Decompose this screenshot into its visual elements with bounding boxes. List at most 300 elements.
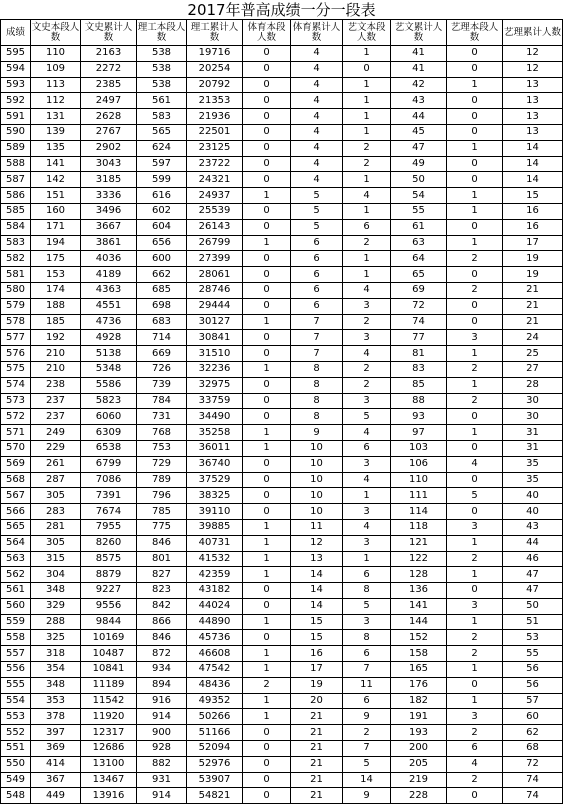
table-cell: 69 [391,282,447,298]
table-cell: 210 [31,346,81,362]
table-cell: 28746 [187,282,243,298]
table-cell: 0 [447,93,503,109]
table-cell: 2 [447,251,503,267]
table-cell: 72 [391,298,447,314]
table-cell: 205 [391,756,447,772]
table-cell: 7 [291,314,343,330]
table-row [1,725,563,741]
table-cell: 11 [291,519,343,535]
table-cell: 0 [243,756,291,772]
table-cell: 97 [391,425,447,441]
table-cell: 106 [391,456,447,472]
table-cell: 753 [137,440,187,456]
score-cell: 582 [1,251,31,267]
table-cell: 4 [291,124,343,140]
table-cell: 54 [391,188,447,204]
table-row [1,440,563,456]
table-cell: 72 [503,756,563,772]
score-cell: 586 [1,188,31,204]
table-cell: 74 [503,788,563,804]
score-cell: 576 [1,346,31,362]
score-cell: 568 [1,472,31,488]
table-cell: 10 [291,504,343,520]
table-cell: 10487 [81,646,137,662]
table-cell: 10841 [81,662,137,678]
table-cell: 52094 [187,741,243,757]
table-cell: 1 [447,203,503,219]
table-cell: 4 [343,519,391,535]
col-header-wenshi-cumulative: 文史累计人数 [81,20,137,46]
col-header-yili-segment: 艺理本段人数 [447,20,503,46]
table-cell: 1 [243,361,291,377]
table-cell: 6 [343,693,391,709]
table-cell: 2 [343,235,391,251]
table-cell: 2 [447,772,503,788]
table-cell: 3 [343,535,391,551]
table-cell: 6 [291,282,343,298]
table-cell: 28061 [187,267,243,283]
table-cell: 0 [243,298,291,314]
table-cell: 40 [503,504,563,520]
table-cell: 6799 [81,456,137,472]
table-cell: 0 [243,346,291,362]
table-cell: 9844 [81,614,137,630]
table-cell: 219 [391,772,447,788]
table-cell: 2385 [81,77,137,93]
table-cell: 0 [243,46,291,62]
table-cell: 68 [503,741,563,757]
table-cell: 4363 [81,282,137,298]
table-cell: 1 [343,46,391,62]
table-row [1,409,563,425]
table-cell: 827 [137,567,187,583]
table-cell: 42359 [187,567,243,583]
table-cell: 14 [503,140,563,156]
table-cell: 141 [391,598,447,614]
table-cell: 176 [391,677,447,693]
table-cell: 14 [291,567,343,583]
score-cell: 590 [1,124,31,140]
table-cell: 538 [137,77,187,93]
table-cell: 35 [503,456,563,472]
table-cell: 51 [503,614,563,630]
table-cell: 4189 [81,267,137,283]
table-row [1,551,563,567]
table-cell: 10 [291,472,343,488]
table-cell: 62 [503,725,563,741]
table-cell: 12 [503,61,563,77]
table-row [1,567,563,583]
table-cell: 175 [31,251,81,267]
table-cell: 739 [137,377,187,393]
table-cell: 685 [137,282,187,298]
table-cell: 139 [31,124,81,140]
table-row [1,788,563,804]
table-cell: 31510 [187,346,243,362]
table-cell: 4 [343,346,391,362]
table-cell: 3 [447,519,503,535]
table-cell: 354 [31,662,81,678]
table-cell: 1 [447,188,503,204]
table-cell: 3 [343,393,391,409]
table-cell: 583 [137,109,187,125]
table-cell: 414 [31,756,81,772]
table-cell: 22501 [187,124,243,140]
table-cell: 2902 [81,140,137,156]
table-cell: 44 [391,109,447,125]
table-cell: 13 [503,124,563,140]
table-cell: 261 [31,456,81,472]
table-cell: 11189 [81,677,137,693]
table-cell: 54821 [187,788,243,804]
table-cell: 0 [447,172,503,188]
score-cell: 589 [1,140,31,156]
table-cell: 144 [391,614,447,630]
table-cell: 50 [391,172,447,188]
table-cell: 16 [503,203,563,219]
table-cell: 0 [243,156,291,172]
table-cell: 538 [137,61,187,77]
table-cell: 118 [391,519,447,535]
score-cell: 587 [1,172,31,188]
table-cell: 8 [291,361,343,377]
table-cell: 228 [391,788,447,804]
table-cell: 10 [291,440,343,456]
table-cell: 9 [291,425,343,441]
table-row [1,598,563,614]
table-cell: 2628 [81,109,137,125]
score-cell: 556 [1,662,31,678]
table-cell: 63 [391,235,447,251]
table-cell: 1 [243,662,291,678]
table-cell: 4736 [81,314,137,330]
col-header-tiyu-cumulative: 体育累计人数 [291,20,343,46]
table-row [1,756,563,772]
table-cell: 74 [503,772,563,788]
table-cell: 1 [343,124,391,140]
table-cell: 3 [447,330,503,346]
col-header-yiwen-cumulative: 艺文累计人数 [391,20,447,46]
table-cell: 0 [447,472,503,488]
table-cell: 2 [343,140,391,156]
table-cell: 31 [503,440,563,456]
table-cell: 152 [391,630,447,646]
score-cell: 585 [1,203,31,219]
header-row [1,20,563,46]
table-cell: 2163 [81,46,137,62]
score-cell: 566 [1,504,31,520]
table-cell: 194 [31,235,81,251]
table-cell: 1 [343,172,391,188]
table-cell: 602 [137,203,187,219]
table-cell: 0 [243,251,291,267]
table-cell: 2 [447,630,503,646]
table-row [1,203,563,219]
table-cell: 1 [447,235,503,251]
table-cell: 12 [291,535,343,551]
table-cell: 0 [447,156,503,172]
table-cell: 6 [291,267,343,283]
table-cell: 0 [243,409,291,425]
table-cell: 31 [503,425,563,441]
score-cell: 595 [1,46,31,62]
table-cell: 4928 [81,330,137,346]
col-header-tiyu-segment: 体育本段人数 [243,20,291,46]
table-cell: 662 [137,267,187,283]
table-cell: 4 [291,93,343,109]
table-cell: 1 [447,567,503,583]
table-cell: 0 [243,630,291,646]
table-cell: 14 [291,583,343,599]
table-cell: 0 [447,677,503,693]
table-cell: 4036 [81,251,137,267]
table-cell: 17 [291,662,343,678]
table-cell: 318 [31,646,81,662]
table-cell: 14 [503,156,563,172]
table-cell: 914 [137,709,187,725]
table-row [1,488,563,504]
table-cell: 928 [137,741,187,757]
table-cell: 5 [291,188,343,204]
table-cell: 44890 [187,614,243,630]
table-cell: 36740 [187,456,243,472]
table-cell: 325 [31,630,81,646]
table-cell: 21 [503,282,563,298]
score-cell: 551 [1,741,31,757]
table-cell: 12686 [81,741,137,757]
table-cell: 1 [447,535,503,551]
table-cell: 13916 [81,788,137,804]
table-cell: 1 [343,93,391,109]
table-cell: 4 [343,472,391,488]
col-header-wenshi-segment: 文史本段人数 [31,20,81,46]
table-cell: 61 [391,219,447,235]
table-cell: 13 [503,77,563,93]
table-cell: 1 [243,440,291,456]
table-cell: 3043 [81,156,137,172]
table-cell: 50266 [187,709,243,725]
table-row [1,219,563,235]
table-cell: 112 [31,93,81,109]
table-cell: 683 [137,314,187,330]
table-cell: 50 [503,598,563,614]
col-header-score: 成绩 [1,20,31,46]
table-row [1,251,563,267]
table-row [1,425,563,441]
table-cell: 2 [243,677,291,693]
table-cell: 24 [503,330,563,346]
table-cell: 165 [391,662,447,678]
table-cell: 11920 [81,709,137,725]
table-cell: 30 [503,409,563,425]
table-cell: 6 [291,251,343,267]
table-cell: 784 [137,393,187,409]
table-row [1,93,563,109]
table-cell: 304 [31,567,81,583]
table-cell: 26799 [187,235,243,251]
table-cell: 6 [343,646,391,662]
table-cell: 6 [291,298,343,314]
table-cell: 0 [447,298,503,314]
table-cell: 600 [137,251,187,267]
table-cell: 0 [447,61,503,77]
table-cell: 0 [447,314,503,330]
table-cell: 5823 [81,393,137,409]
table-cell: 1 [243,646,291,662]
table-row [1,361,563,377]
table-cell: 934 [137,662,187,678]
table-row [1,662,563,678]
table-row [1,583,563,599]
table-cell: 2 [343,361,391,377]
table-row [1,124,563,140]
table-cell: 114 [391,504,447,520]
table-cell: 3 [343,330,391,346]
table-cell: 55 [503,646,563,662]
table-cell: 900 [137,725,187,741]
table-cell: 0 [243,772,291,788]
table-cell: 846 [137,535,187,551]
table-cell: 0 [447,788,503,804]
table-cell: 39110 [187,504,243,520]
table-cell: 1 [243,235,291,251]
score-cell: 572 [1,409,31,425]
table-cell: 53 [503,630,563,646]
table-cell: 3 [343,614,391,630]
score-cell: 569 [1,456,31,472]
table-cell: 21 [291,756,343,772]
table-cell: 329 [31,598,81,614]
table-cell: 9556 [81,598,137,614]
table-cell: 6060 [81,409,137,425]
table-row [1,267,563,283]
table-cell: 1 [243,693,291,709]
table-cell: 287 [31,472,81,488]
table-cell: 46608 [187,646,243,662]
table-cell: 192 [31,330,81,346]
score-cell: 574 [1,377,31,393]
table-cell: 2 [447,361,503,377]
table-cell: 0 [447,124,503,140]
score-cell: 571 [1,425,31,441]
table-cell: 1 [243,535,291,551]
table-cell: 23125 [187,140,243,156]
table-cell: 158 [391,646,447,662]
score-cell: 560 [1,598,31,614]
table-cell: 597 [137,156,187,172]
table-cell: 866 [137,614,187,630]
table-cell: 47 [503,567,563,583]
table-cell: 6 [343,440,391,456]
table-cell: 0 [243,219,291,235]
table-cell: 56 [503,662,563,678]
table-cell: 37529 [187,472,243,488]
score-cell: 552 [1,725,31,741]
table-cell: 29444 [187,298,243,314]
table-cell: 5 [343,409,391,425]
table-cell: 21 [291,709,343,725]
table-cell: 57 [503,693,563,709]
table-cell: 111 [391,488,447,504]
table-cell: 305 [31,488,81,504]
table-cell: 624 [137,140,187,156]
table-cell: 0 [243,93,291,109]
table-cell: 30127 [187,314,243,330]
table-cell: 1 [343,551,391,567]
table-cell: 48436 [187,677,243,693]
score-cell: 579 [1,298,31,314]
table-cell: 191 [391,709,447,725]
col-header-ligong-segment: 理工本段人数 [137,20,187,46]
table-row [1,630,563,646]
table-cell: 3185 [81,172,137,188]
table-cell: 8 [343,630,391,646]
table-cell: 110 [391,472,447,488]
table-cell: 20254 [187,61,243,77]
table-cell: 0 [243,583,291,599]
table-cell: 4 [291,46,343,62]
table-cell: 842 [137,598,187,614]
table-cell: 4 [343,188,391,204]
table-cell: 0 [243,725,291,741]
table-cell: 141 [31,156,81,172]
table-cell: 4 [291,109,343,125]
table-cell: 6 [447,741,503,757]
table-cell: 47 [391,140,447,156]
score-cell: 588 [1,156,31,172]
table-cell: 3 [447,598,503,614]
table-cell: 44024 [187,598,243,614]
table-cell: 25 [503,346,563,362]
table-cell: 369 [31,741,81,757]
table-cell: 726 [137,361,187,377]
score-cell: 554 [1,693,31,709]
table-cell: 0 [243,741,291,757]
table-row [1,393,563,409]
table-cell: 131 [31,109,81,125]
table-cell: 46 [503,551,563,567]
table-cell: 4 [447,456,503,472]
table-cell: 51166 [187,725,243,741]
table-cell: 23722 [187,156,243,172]
table-cell: 768 [137,425,187,441]
table-cell: 348 [31,583,81,599]
table-cell: 6 [343,567,391,583]
table-cell: 2 [343,725,391,741]
table-cell: 41532 [187,551,243,567]
table-row [1,709,563,725]
table-cell: 1 [447,377,503,393]
table-cell: 353 [31,693,81,709]
table-row [1,235,563,251]
table-row [1,172,563,188]
table-cell: 0 [343,61,391,77]
table-cell: 121 [391,535,447,551]
table-cell: 93 [391,409,447,425]
score-cell: 593 [1,77,31,93]
table-cell: 12 [503,46,563,62]
table-cell: 2 [447,282,503,298]
table-cell: 6538 [81,440,137,456]
table-cell: 44 [503,535,563,551]
page-title: 2017年普高成绩一分一段表 [187,1,376,19]
table-cell: 0 [243,172,291,188]
table-cell: 88 [391,393,447,409]
table-row [1,519,563,535]
table-cell: 0 [243,124,291,140]
table-cell: 171 [31,219,81,235]
table-cell: 1 [447,425,503,441]
